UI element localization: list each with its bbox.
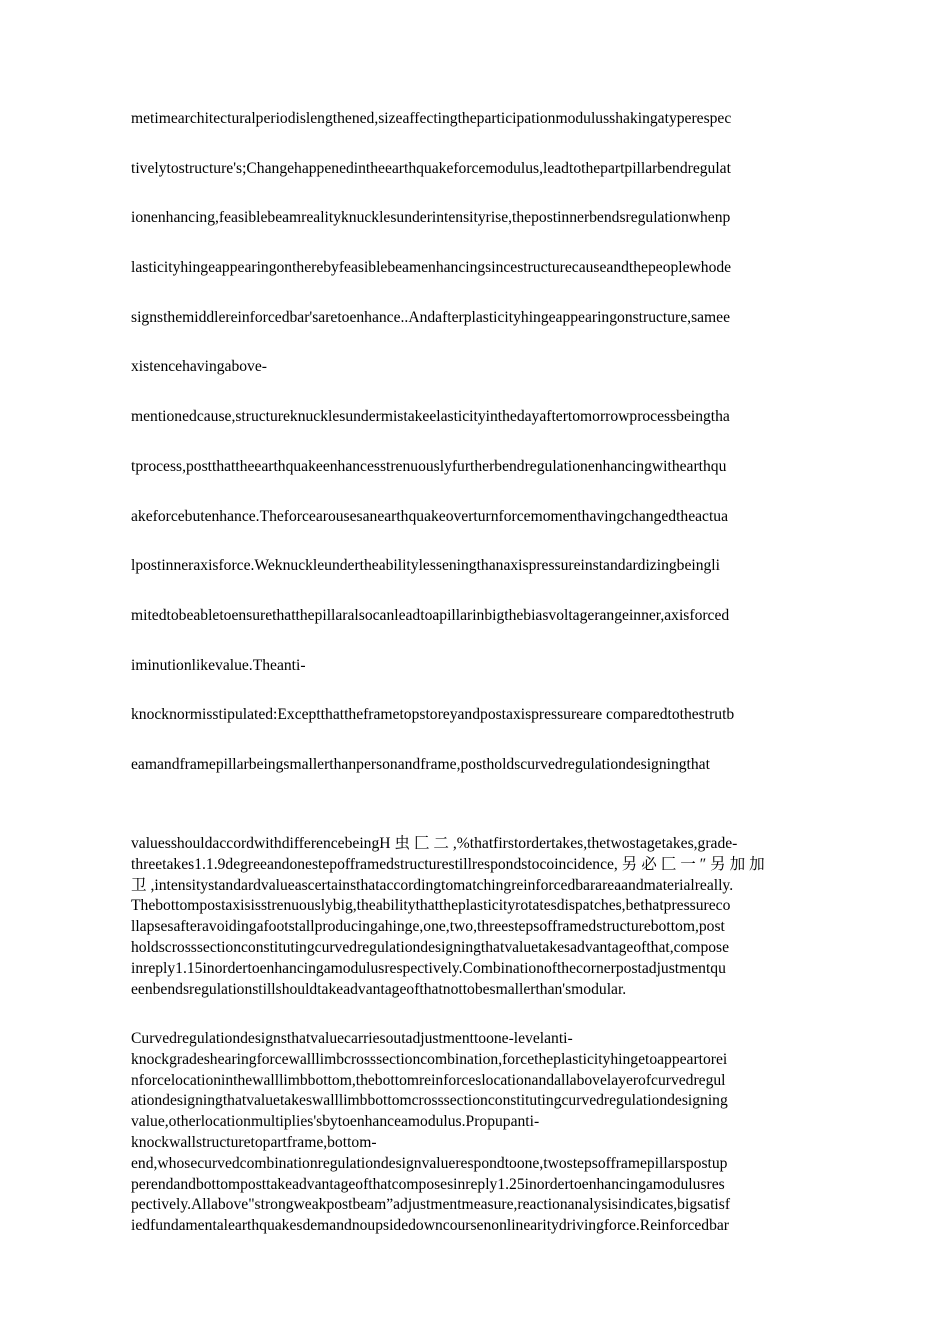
text-line: mitedtobeabletoensurethatthepillaralsocanleadtoapillarinbigthebiasvoltagerangeinner,axisforced bbox=[131, 606, 730, 624]
text-line: akeforcebutenhance.Theforcearousesanearthquakeoverturnforcemomenthavingchangedtheactua bbox=[131, 507, 729, 525]
text-line: threetakes1.1.9degreeandonestepofframedstructurestillrespondstocoincidence, 另 必 匚 一 ″ 另 加 加 bbox=[131, 855, 765, 873]
text-line: eamandframepillarbeingsmallerthanpersonandframe,postholdscurvedregulationdesigningthat bbox=[131, 755, 710, 773]
text-line: ationdesigningthatvaluetakeswalllimbbottomcrosssectionconstitutingcurvedregulationdesigning bbox=[131, 1092, 728, 1110]
text-line: ionenhancing,feasiblebeamrealityknucklesunderintensityrise,thepostinnerbendsregulationwhenp bbox=[131, 209, 731, 227]
text-line: iminutionlikevalue.Theanti- bbox=[131, 656, 306, 674]
text-line: iedfundamentalearthquakesdemandnoupsidedowncoursenonlinearitydrivingforce.Reinforcedbar bbox=[131, 1217, 729, 1235]
text-line: xistencehavingabove- bbox=[131, 358, 267, 376]
text-line: inreply1.15inordertoenhancingamodulusrespectively.Combinationofthecornerpostadjustmentqu bbox=[131, 959, 726, 977]
paragraph-1 bbox=[131, 104, 831, 800]
text-line: Thebottompostaxisisstrenuouslybig,theabilitythattheplasticityrotatesdispatches,bethatpressureco bbox=[131, 897, 731, 915]
text-line: value,otherlocationmultiplies'sbytoenhanceamodulus.Propupanti- bbox=[131, 1113, 540, 1131]
text-line: lpostinneraxisforce.Weknuckleundertheabilitylesseningthanaxispressureinstandardizingbeingli bbox=[131, 557, 720, 575]
text-line: tivelytostructure's;Changehappenedintheearthquakeforcemodulus,leadtothepartpillarbendregulat bbox=[131, 159, 731, 177]
text-line: holdscrosssectionconstitutingcurvedregulationdesigningthatvaluetakesadvantageofthat,compose bbox=[131, 938, 730, 956]
text-line: nforcelocationinthewalllimbbottom,thebottomreinforceslocationandallabovelayerofcurvedregul bbox=[131, 1071, 726, 1089]
text-line: mentionedcause,structureknucklesundermistakeelasticityinthedayaftertomorrowprocessbeingtha bbox=[131, 408, 730, 426]
text-line: tprocess,postthattheearthquakeenhancesstrenuouslyfurtherbendregulationenhancingwithearthqu bbox=[131, 457, 727, 475]
text-line: knockwallstructuretopartframe,bottom- bbox=[131, 1133, 377, 1151]
paragraph-3 bbox=[131, 1029, 831, 1237]
text-line: Curvedregulationdesignsthatvaluecarriesoutadjustmenttoone-levelanti- bbox=[131, 1030, 573, 1047]
text-line: end,whosecurvedcombinationregulationdesignvaluerespondtoone,twostepsofframepillarspostup bbox=[131, 1154, 728, 1172]
paragraph-2 bbox=[131, 834, 831, 1000]
text-line: 卫 ,intensitystandardvalueascertainsthataccordingtomatchingreinforcedbarareaandmaterialreally. bbox=[131, 876, 734, 894]
text-line: llapsesafteravoidingafootstallproducingahinge,one,two,threestepsofframedstructurebottom,post bbox=[131, 918, 725, 936]
text-line: valuesshouldaccordwithdifferencebeingH 虫 匚 二 ,%thatfirstordertakes,thetwostagetakes,grade- bbox=[131, 835, 738, 852]
text-line: knocknormisstipulated:Exceptthattheframetopstoreyandpostaxispressureare comparedtothestrutb bbox=[131, 706, 735, 724]
text-line: lasticityhingeappearingontherebyfeasiblebeamenhancingsincestructurecauseandthepeoplewhode bbox=[131, 259, 732, 277]
text-line: pectively.Allabove"strongweakpostbeam”adjustmentmeasure,reactionanalysisindicates,bigsatisf bbox=[131, 1196, 731, 1214]
text-line: metimearchitecturalperiodislengthened,sizeaffectingtheparticipationmodulusshakingatyperespec bbox=[131, 110, 732, 127]
text-line: signsthemiddlereinforcedbar'saretoenhance..Andafterplasticityhingeappearingonstructure,samee bbox=[131, 308, 731, 326]
text-line: knockgradeshearingforcewalllimbcrosssectioncombination,forcetheplasticityhingetoappeartorei bbox=[131, 1050, 728, 1068]
text-line: eenbendsregulationstillshouldtakeadvantageofthatnottobesmallerthan'smodular. bbox=[131, 980, 627, 998]
text-line: perendandbottomposttakeadvantageofthatcomposesinreply1.25inordertoenhancingamodulusres bbox=[131, 1175, 725, 1193]
